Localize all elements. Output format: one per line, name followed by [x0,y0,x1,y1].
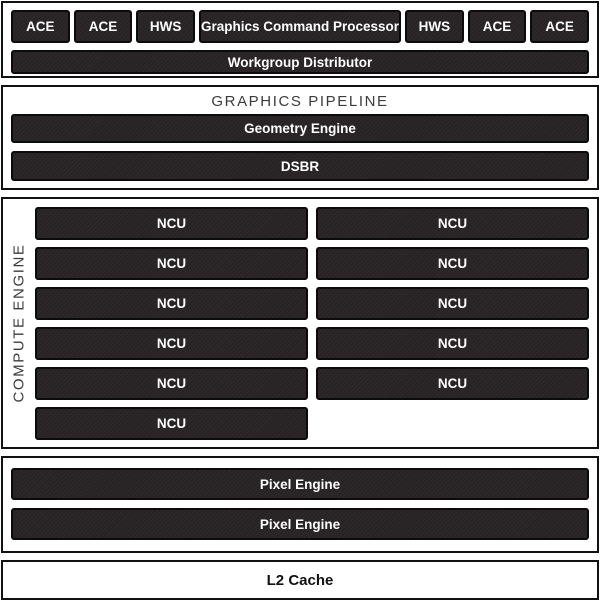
pixel-engine-block: Pixel Engine [11,508,589,540]
ncu-block: NCU [35,287,308,320]
ncu-block: NCU [35,327,308,360]
l2-cache-box [1,560,599,600]
command-processor-row [11,10,589,43]
hws-block: HWS [405,10,464,43]
graphics-pipeline-title: GRAPHICS PIPELINE [211,93,389,110]
ncu-block: NCU [316,327,589,360]
pixel-engine-block: Pixel Engine [11,468,589,500]
compute-engine-box [1,197,599,449]
ace-block: ACE [468,10,527,43]
l2-cache-label: L2 Cache [266,571,334,589]
compute-engine-label: COMPUTE ENGINE [10,243,28,403]
compute-engine-rail [3,199,35,447]
ace-block: ACE [11,10,70,43]
ncu-block: NCU [35,207,308,240]
hws-block: HWS [136,10,195,43]
ace-block: ACE [530,10,589,43]
ncu-block: NCU [316,207,589,240]
ncu-block: NCU [35,367,308,400]
pixel-engine-box [1,456,599,553]
ncu-block: NCU [316,247,589,280]
dsbr-block: DSBR [11,151,589,181]
workgroup-distributor-block: Workgroup Distributor [11,50,589,74]
ncu-block: NCU [316,367,589,400]
geometry-engine-block: Geometry Engine [11,114,589,143]
graphics-pipeline-box [1,85,599,190]
ncu-grid [35,207,589,447]
ncu-block: NCU [316,287,589,320]
graphics-command-processor-block: Graphics Command Processor [199,10,401,43]
front-end-box [1,1,599,78]
ncu-block: NCU [35,407,308,440]
ace-block: ACE [74,10,133,43]
ncu-block: NCU [35,247,308,280]
